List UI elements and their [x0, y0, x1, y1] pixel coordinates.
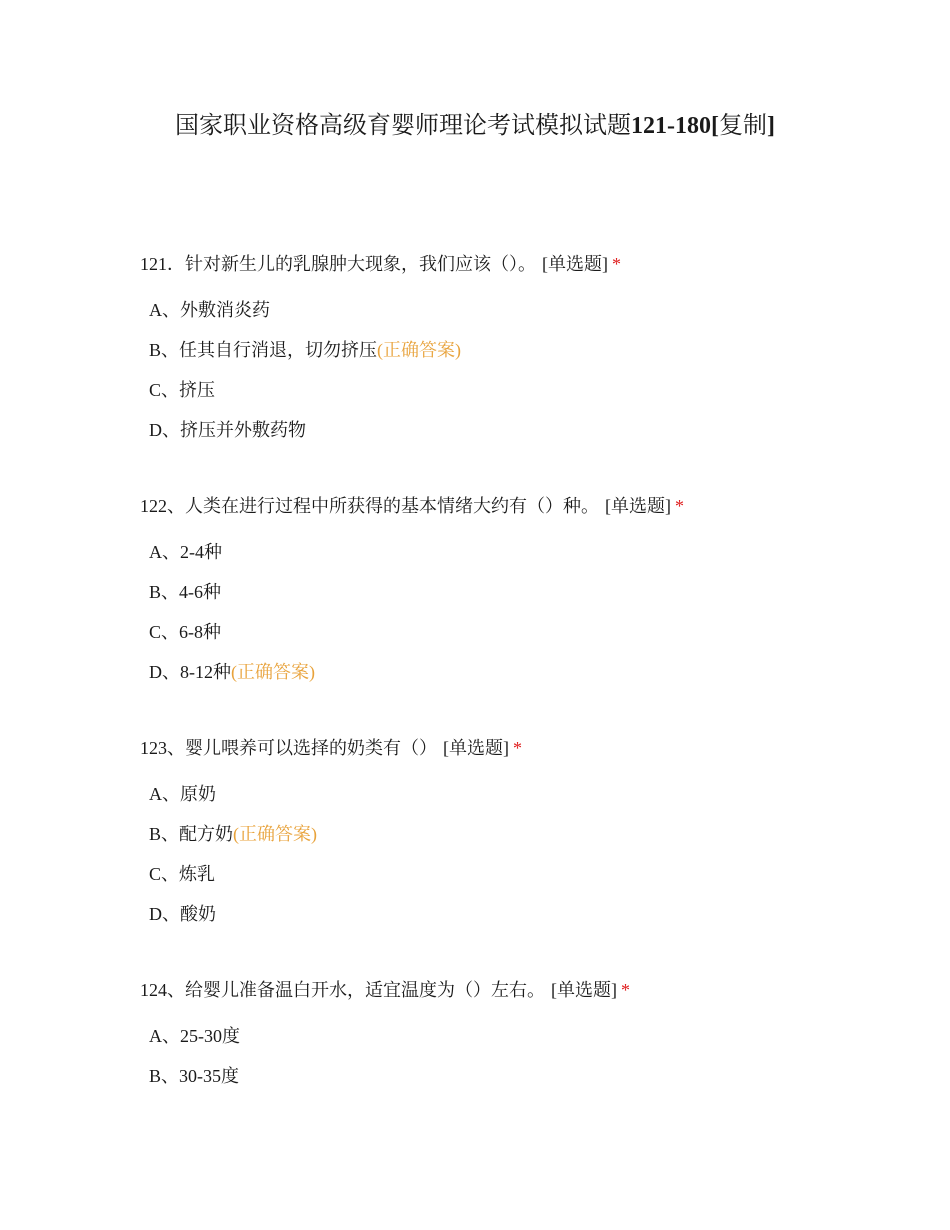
correct-answer-tag: (正确答案) [377, 340, 462, 360]
option-b [140, 580, 900, 604]
option-text: C、6-8种 [149, 622, 221, 642]
question-text: 123、婴儿喂养可以选择的奶类有（） [140, 738, 437, 758]
question-124 [140, 978, 900, 1088]
option-list [140, 1024, 900, 1088]
option-d [140, 902, 900, 926]
title-text: 国家职业资格高级育婴师理论考试模拟试题 [175, 113, 631, 139]
option-c [140, 620, 900, 644]
title-copy-tag: 复制 [718, 113, 767, 139]
option-a [140, 298, 900, 322]
title-range: 121-180[ [631, 113, 719, 139]
option-c [140, 862, 900, 886]
option-c [140, 378, 900, 402]
question-type-label: [单选题] [605, 496, 671, 516]
option-list [140, 298, 900, 442]
option-b [140, 1064, 900, 1088]
question-stem [140, 252, 900, 276]
question-type-label: [单选题] [551, 980, 617, 1000]
option-b [140, 338, 900, 362]
option-text: C、挤压 [149, 380, 216, 400]
question-type-label: [单选题] [443, 738, 509, 758]
question-text: 124、给婴儿准备温白开水，适宜温度为（）左右。 [140, 980, 545, 1000]
option-text: B、任其自行消退，切勿挤压 [149, 340, 378, 360]
page-title [0, 108, 950, 144]
option-text: A、外敷消炎药 [149, 300, 270, 320]
correct-answer-tag: (正确答案) [233, 824, 318, 844]
option-text: D、8-12种 [149, 662, 231, 682]
option-b [140, 822, 900, 846]
required-marker: * [675, 496, 684, 516]
option-text: B、配方奶 [149, 824, 234, 844]
option-text: D、挤压并外敷药物 [149, 420, 306, 440]
question-stem [140, 978, 900, 1002]
question-123 [140, 736, 900, 926]
option-text: C、炼乳 [149, 864, 216, 884]
option-text: A、2-4种 [149, 542, 222, 562]
question-stem [140, 736, 900, 760]
required-marker: * [621, 980, 630, 1000]
question-text: 122、人类在进行过程中所获得的基本情绪大约有（）种。 [140, 496, 599, 516]
option-text: A、25-30度 [149, 1026, 240, 1046]
title-close-bracket: ] [766, 113, 775, 139]
option-list [140, 540, 900, 684]
option-text: B、30-35度 [149, 1066, 239, 1086]
question-type-label: [单选题] [542, 254, 608, 274]
option-a [140, 782, 900, 806]
option-text: A、原奶 [149, 784, 216, 804]
required-marker: * [612, 254, 621, 274]
question-121 [140, 252, 900, 442]
option-a [140, 1024, 900, 1048]
option-d [140, 418, 900, 442]
option-text: B、4-6种 [149, 582, 221, 602]
option-d [140, 660, 900, 684]
option-a [140, 540, 900, 564]
option-list [140, 782, 900, 926]
question-122 [140, 494, 900, 684]
option-text: D、酸奶 [149, 904, 216, 924]
question-text: 121．针对新生儿的乳腺肿大现象，我们应该（）。 [140, 254, 536, 274]
question-stem [140, 494, 900, 518]
correct-answer-tag: (正确答案) [231, 662, 315, 682]
required-marker: * [513, 738, 522, 758]
